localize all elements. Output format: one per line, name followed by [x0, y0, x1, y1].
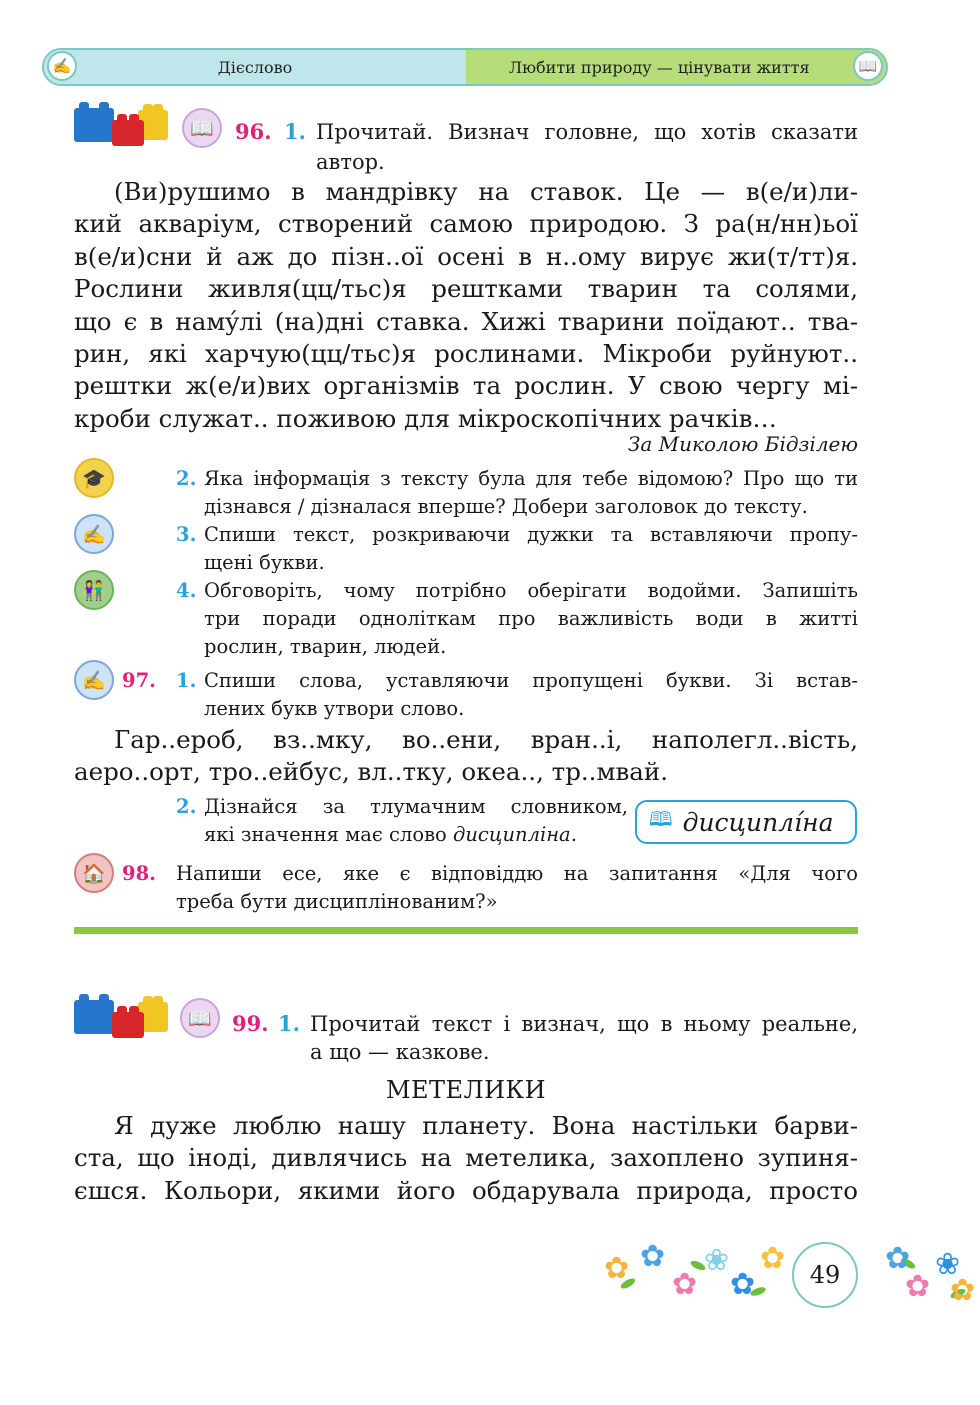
exercise-96-task4-line2: три поради одноліткам про важливість води в житті — [204, 607, 858, 630]
exercise-97-task2-number: 2. — [176, 795, 197, 818]
exercise-97-word-list — [74, 724, 858, 788]
exercise-98-task-line2: треба бути дисциплінованим?» — [176, 890, 498, 913]
blocks-icon — [74, 994, 170, 1040]
exercise-96-task3-line2: щені букви. — [204, 551, 325, 574]
flower-icon: ✿ — [672, 1267, 698, 1302]
flower-icon: ❀ — [704, 1243, 730, 1278]
text-line: що є в намýлі (на)дні ставка. Хижі тварини поїдают.. тва- — [74, 306, 858, 336]
exercise-96-task2-number: 2. — [176, 467, 197, 490]
exercise-96-task3-line1: Спиши текст, розкриваючи дужки та вставляючи пропу- — [204, 523, 858, 546]
text-line: Рослини живля(цц/тьс)я рештками тварин та солями, — [74, 274, 858, 304]
open-book-icon: 🕮 — [649, 807, 673, 831]
blocks-icon — [74, 102, 170, 148]
book-icon: 📖 — [853, 51, 883, 81]
word-line: аеро..орт, тро..ейбус, вл..тку, океа.., тр..мвай. — [74, 757, 669, 786]
exercise-97-number: 97. — [122, 669, 156, 692]
flower-icon: ✿ — [950, 1273, 976, 1308]
text-line: кроби служат.. поживою для мікроскопічних рачків… — [74, 403, 777, 433]
flower-icon: ✿ — [760, 1241, 786, 1276]
exercise-96-number: 96. — [235, 119, 272, 144]
exercise-96-task4-line1: Обговоріть, чому потрібно оберігати водойми. Запишіть — [204, 579, 858, 602]
flower-icon: ✿ — [885, 1241, 911, 1276]
exercise-98-number: 98. — [122, 862, 156, 885]
flower-icon: ✿ — [604, 1251, 630, 1286]
text-title: МЕТЕЛИКИ — [385, 1076, 547, 1104]
word-line: Гар..ероб, вз..мку, во..ени, вран..і, наполегл..вість, — [114, 725, 858, 754]
text-author: За Миколою Бідзілею — [627, 432, 858, 456]
flower-icon: ✿ — [905, 1269, 931, 1304]
exercise-97-task2-line2: які значення має слово дисципліна. — [204, 823, 577, 846]
writing-hand-icon: ✍ — [74, 660, 114, 700]
flower-icon: ✿ — [730, 1267, 756, 1302]
exercise-96-task1-number: 1. — [284, 119, 306, 144]
text-line: Я дуже люблю нашу планету. Вона настільки барви- — [114, 1111, 858, 1140]
exercise-98-task-line1: Напиши есе, яке є відповіддю на запитання «Для чого — [176, 862, 858, 885]
exercise-97-task1-line2: лених букв утвори слово. — [204, 697, 465, 720]
flower-decoration — [600, 1240, 980, 1315]
text-line: кий акваріум, створений самою природою. З ра(н/нн)ьої — [74, 209, 858, 239]
text-line: рештки ж(е/и)вих організмів та рослин. У свою чергу мі- — [74, 371, 858, 401]
reading-book-icon: 📖 — [180, 998, 220, 1038]
text-line: рин, які харчую(цц/тьс)я рослинами. Мікроби руйнуют.. — [74, 339, 858, 369]
exercise-96-task1-line1: Прочитай. Визнач головне, що хотів сказати — [316, 120, 858, 144]
dictionary-word-box — [635, 800, 857, 844]
exercise-96-text — [74, 176, 858, 435]
text-line: в(е/и)сни й аж до пізн..ої осені в н..ому вирує жи(т/тт)я. — [74, 241, 858, 271]
exercise-99-task1-line2: а що — казкове. — [310, 1040, 490, 1064]
exercise-99-task1-line1: Прочитай текст і визнач, що в ньому реальне, — [310, 1012, 858, 1036]
exercise-99-task1-number: 1. — [278, 1011, 300, 1036]
header-chapter-title: Дієслово — [217, 58, 293, 77]
pen-icon: ✍ — [47, 51, 77, 81]
flower-icon: ❀ — [935, 1247, 961, 1282]
text-line: єшся. Кольори, якими його обдарувала природа, просто — [74, 1175, 858, 1205]
reading-book-icon: 📖 — [182, 108, 222, 148]
page-number: 49 — [792, 1242, 858, 1308]
exercise-97-task1-line1: Спиши слова, уставляючи пропущені букви. Зі встав- — [204, 669, 858, 692]
section-divider — [74, 927, 858, 934]
header-section-right — [466, 50, 886, 84]
page-header — [42, 48, 888, 86]
header-topic-title: Любити природу — цінувати життя — [508, 58, 810, 77]
children-pair-icon: 👫 — [74, 570, 114, 610]
exercise-96-task4-number: 4. — [176, 579, 197, 602]
writing-hand-icon: ✍ — [74, 514, 114, 554]
exercise-97-task2-line1: Дізнайся за тлумачним словником, — [204, 795, 628, 818]
house-icon: 🏠 — [74, 853, 114, 893]
exercise-97-task1-number: 1. — [176, 669, 197, 692]
exercise-96-task2-line2: дізнався / дізналася вперше? Добери заголовок до тексту. — [204, 495, 808, 518]
text-line: (Ви)рушимо в мандрівку на ставок. Це — в(е/и)ли- — [114, 177, 858, 206]
exercise-96-task4-line3: рослин, тварин, людей. — [204, 635, 447, 658]
graduation-cap-icon: 🎓 — [74, 458, 114, 498]
dictionary-word: дисциплíна — [682, 807, 834, 837]
exercise-96-task2-line1: Яка інформація з тексту була для тебе відомою? Про що ти — [204, 467, 858, 490]
text-line: ста, що іноді, дивлячись на метелика, захоплено зупиня- — [74, 1143, 858, 1173]
exercise-99-number: 99. — [232, 1011, 269, 1036]
flower-icon: ✿ — [640, 1239, 666, 1274]
exercise-99-text — [74, 1110, 858, 1207]
exercise-96-task1-line2: автор. — [316, 150, 385, 174]
exercise-96-task3-number: 3. — [176, 523, 197, 546]
header-section-left — [44, 50, 466, 84]
